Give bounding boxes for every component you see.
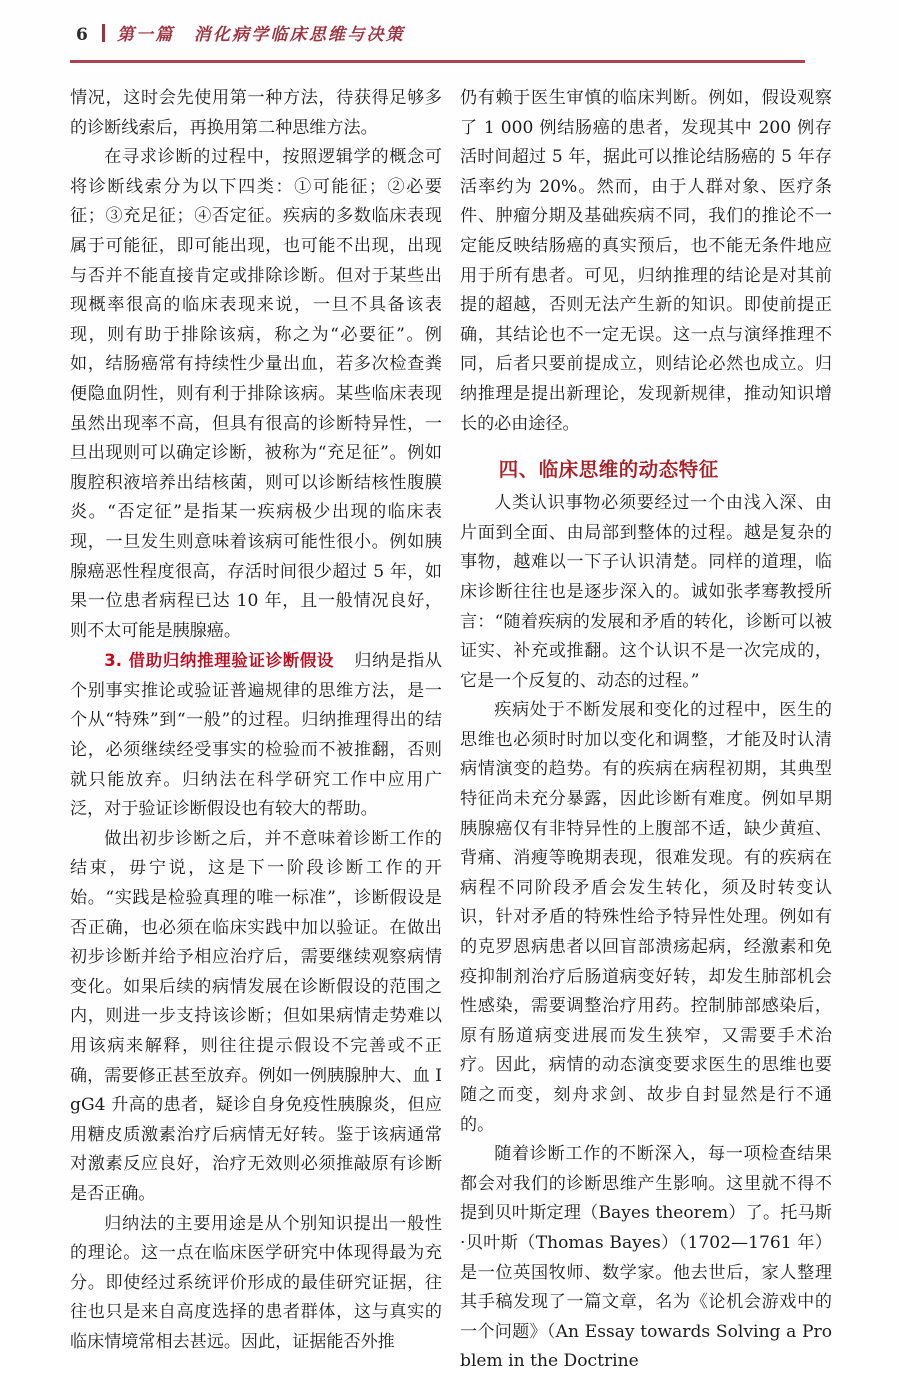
paragraph: 在寻求诊断的过程中，按照逻辑学的概念可将诊断线索分为以下四类：①可能征；②必要征；③充足征；④否定征。疾病的多数临床表现属于可能征，即可能出现，也可能不出现，出现与否并不能直接肯定或排除诊断。但对于某些出现概率很高的临床表现来说，一旦不具备该表现，则有助于排除该病，称之为“必要征”。例如，结肠癌常有持续性少量出血，若多次检查粪便隐血阴性，则有利于排除该病。某些临床表现虽然出现率不高，但具有很高的诊断特异性，一旦出现则可以确定诊断，被称为“充足征”。例如腹腔积液培养出结核菌，则可以诊断结核性腹膜炎。“否定征”是指某一疾病极少出现的临床表现，一旦发生则意味着该病可能性很小。例如胰腺癌恶性程度很高，存活时间很少超过 5 年，如果一位患者病程已达 10 年，且一般情况良好，则不太可能是胰腺癌。 <box>70 147 442 641</box>
running-head-rule <box>70 60 805 63</box>
paragraph: 随着诊断工作的不断深入，每一项检查结果都会对我们的诊断思维产生影响。这里就不得不提到贝叶斯定理（Bayes theorem）了。托马斯·贝叶斯（Thomas Bayes）（1702—1761 年）是一位英国牧师、数学家。他去世后，家人整理其手稿发现了一篇文章，名为《论机会游戏中的一个问题》（An Essay towards Solving a Problem in the Doctrine <box>460 1144 832 1372</box>
left-column <box>70 84 442 1358</box>
paragraph: 情况，这时会先使用第一种方法，待获得足够多的诊断线索后，再换用第二种思维方法。 <box>70 88 442 138</box>
paragraph: 疾病处于不断发展和变化的过程中，医生的思维也必须时时加以变化和调整，才能及时认清病情演变的趋势。有的疾病在病程初期，其典型特征尚未充分暴露，因此诊断有难度。例如早期胰腺癌仅有非特异性的上腹部不适，缺少黄疸、背痛、消瘦等晚期表现，很难发现。有的疾病在病程不同阶段矛盾会发生转化，须及时转变认识，针对矛盾的特殊性给予特异性处理。例如有的克罗恩病患者以回盲部溃疡起病，经激素和免疫抑制剂治疗后肠道病变好转，却发生肺部机会性感染，需要调整治疗用药。控制肺部感染后，原有肠道病变进展而发生狭窄，又需要手术治疗。因此，病情的动态演变要求医生的思维也要随之而变，刻舟求剑、故步自封显然是行不通的。 <box>460 700 832 1135</box>
running-head <box>76 20 816 54</box>
paragraph-with-runin-heading <box>70 646 442 825</box>
runin-subheading: 3. 借助归纳推理验证诊断假设 <box>104 651 335 671</box>
paragraph: 归纳法的主要用途是从个别知识提出一般性的理论。这一点在临床医学研究中体现得最为充分。即使经过系统评价形成的最佳研究证据，往往也只是来自高度选择的患者群体，这与真实的临床情境常相去甚远。因此，证据能否外推 <box>70 1213 442 1352</box>
paragraph: 仍有赖于医生审慎的临床判断。例如，假设观察了 1 000 例结肠癌的患者，发现其中 200 例存活时间超过 5 年，据此可以推论结肠癌的 5 年存活率约为 20%。然而，由于人群对象、医疗条件、肿瘤分期及基础疾病不同，我们的推论不一定能反映结肠癌的真实预后，也不能无条件地应用于所有患者。可见，归纳推理的结论是对其前提的超越，否则无法产生新的知识。即使前提正确，其结论也不一定无误。这一点与演绎推理不同，后者只要前提成立，则结论必然也成立。归纳推理是提出新理论，发现新规律，推动知识增长的必由途径。 <box>460 88 832 434</box>
paragraph-text: 归纳是指从个别事实推论或验证普遍规律的思维方法，是一个从“特殊”到“一般”的过程。归纳推理得出的结论，必须继续经受事实的检验而不被推翻，否则就只能放弃。归纳法在科学研究工作中应用广泛，对于验证诊断假设也有较大的帮助。 <box>70 651 442 820</box>
running-head-title: 第一篇 消化病学临床思维与决策 <box>116 25 405 45</box>
running-head-divider <box>102 24 105 42</box>
section-heading: 四、临床思维的动态特征 <box>498 458 719 482</box>
right-column <box>460 84 832 1377</box>
page-number: 6 <box>76 25 88 45</box>
two-column-body <box>70 84 832 1372</box>
paragraph: 人类认识事物必须要经过一个由浅入深、由片面到全面、由局部到整体的过程。越是复杂的事物，越难以一下子认识清楚。同样的道理，临床诊断往往也是逐步深入的。诚如张孝骞教授所言：“随着疾病的发展和矛盾的转化，诊断可以被证实、补充或推翻。这个认识不是一次完成的，它是一个反复的、动态的过程。” <box>460 493 832 691</box>
paragraph: 做出初步诊断之后，并不意味着诊断工作的结束，毋宁说，这是下一阶段诊断工作的开始。“实践是检验真理的唯一标准”，诊断假设是否正确，也必须在临床实践中加以验证。在做出初步诊断并给予相应治疗后，需要继续观察病情变化。如果后续的病情发展在诊断假设的范围之内，则进一步支持该诊断；但如果病情走势难以用该病来解释，则往往提示假设不完善或不正确，需要修正甚至放弃。例如一例胰腺肿大、血 IgG4 升高的患者，疑诊自身免疫性胰腺炎，但应用糖皮质激素治疗后病情无好转。鉴于该病通常对激素反应良好，治疗无效则必须推敲原有诊断是否正确。 <box>70 828 442 1204</box>
